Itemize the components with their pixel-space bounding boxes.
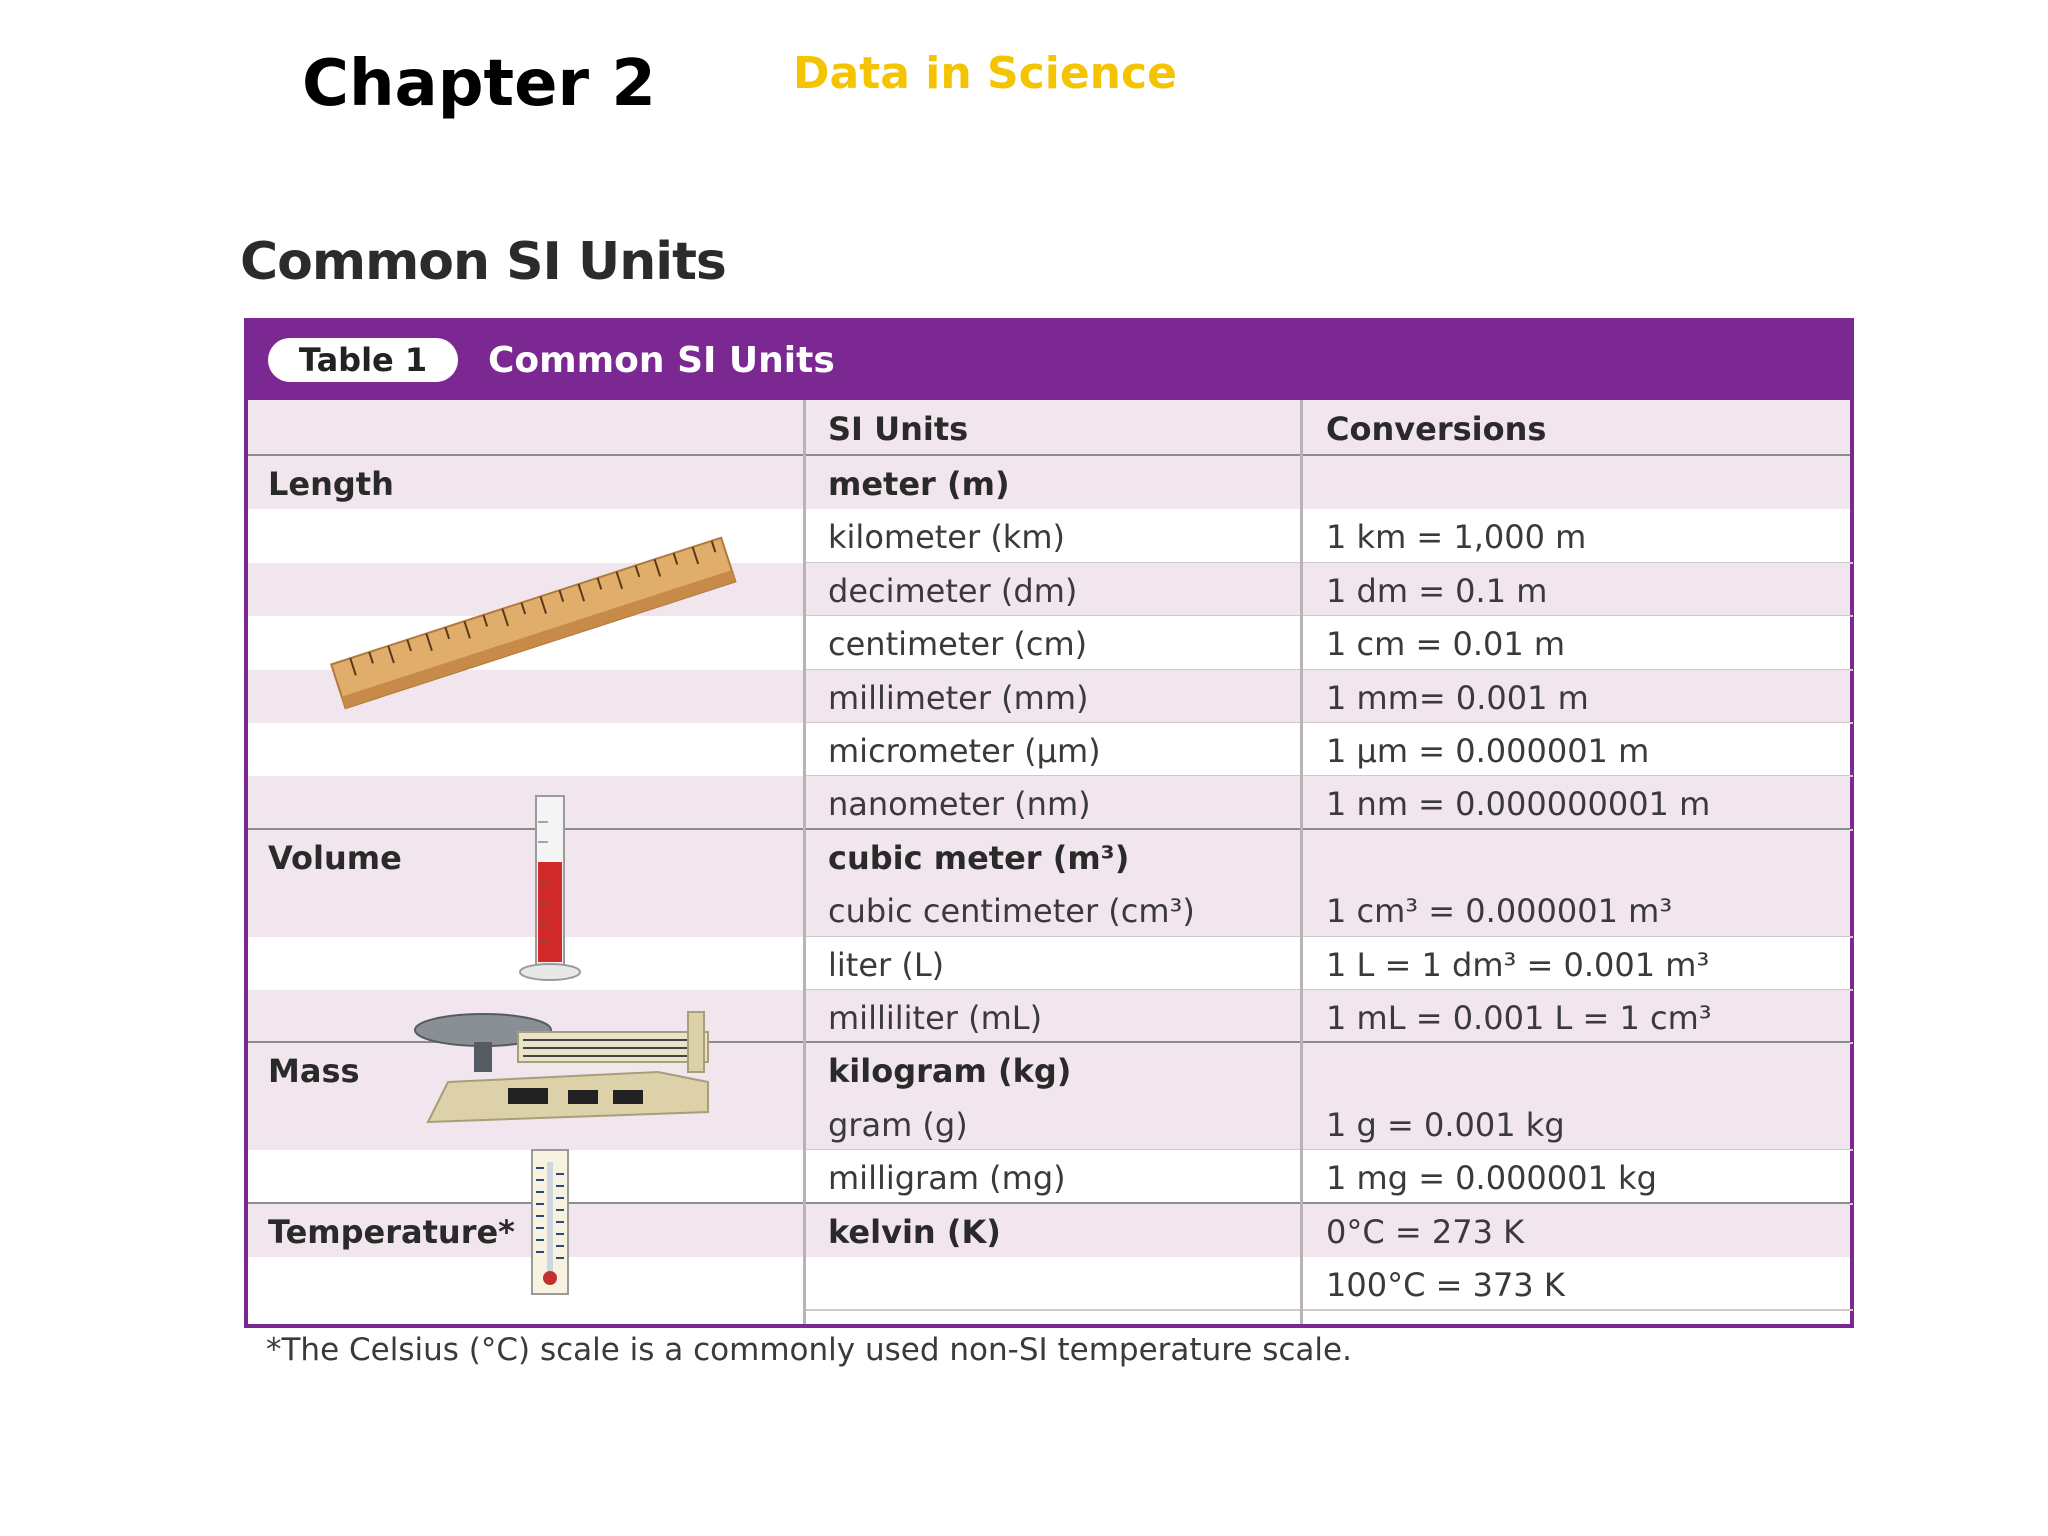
conversion: 0°C = 273 K <box>1326 1212 1525 1251</box>
column-divider-2 <box>1300 400 1303 1324</box>
si-unit: decimeter (dm) <box>828 571 1078 610</box>
row-divider <box>803 1309 1853 1311</box>
chapter-title: Chapter 2 <box>302 47 656 121</box>
conversion: 1 mm= 0.001 m <box>1326 678 1589 717</box>
graduated-cylinder-icon <box>510 792 590 992</box>
si-unit: milligram (mg) <box>828 1159 1066 1198</box>
table-row <box>248 1257 1850 1310</box>
si-unit: kilogram (kg) <box>828 1052 1072 1091</box>
si-unit: cubic centimeter (cm³) <box>828 892 1195 931</box>
si-unit: milliliter (mL) <box>828 999 1043 1037</box>
table-title: Common SI Units <box>488 340 835 381</box>
table-footnote: *The Celsius (°C) scale is a commonly used non-SI temperature scale. <box>266 1332 1352 1368</box>
thermometer-icon <box>528 1148 572 1298</box>
si-unit: meter (m) <box>828 465 1010 503</box>
si-unit: kilometer (km) <box>828 518 1065 557</box>
si-unit: kelvin (K) <box>828 1212 1001 1251</box>
table-row <box>248 456 1850 509</box>
si-unit: millimeter (mm) <box>828 678 1089 717</box>
ruler-icon <box>318 522 748 722</box>
category-label: Mass <box>268 1052 360 1091</box>
column-header: Conversions <box>1326 410 1547 448</box>
conversion: 100°C = 373 K <box>1326 1266 1565 1304</box>
si-unit: micrometer (µm) <box>828 732 1101 770</box>
column-divider-1 <box>803 400 806 1324</box>
conversion: 1 dm = 0.1 m <box>1326 571 1548 610</box>
conversion: 1 mL = 0.001 L = 1 cm³ <box>1326 999 1712 1037</box>
si-unit: cubic meter (m³) <box>828 838 1130 877</box>
conversion: 1 km = 1,000 m <box>1326 518 1587 557</box>
table-header-bar <box>248 322 1850 400</box>
si-unit: centimeter (cm) <box>828 625 1088 664</box>
category-label: Length <box>268 465 394 503</box>
conversion: 1 g = 0.001 kg <box>1326 1105 1565 1144</box>
section-title: Common SI Units <box>240 232 726 292</box>
table-badge: Table 1 <box>268 338 458 382</box>
category-label: Volume <box>268 838 402 877</box>
conversion: 1 L = 1 dm³ = 0.001 m³ <box>1326 945 1710 984</box>
si-unit: liter (L) <box>828 945 945 984</box>
conversion: 1 mg = 0.000001 kg <box>1326 1159 1657 1198</box>
triple-beam-balance-icon <box>408 1002 738 1132</box>
si-unit: gram (g) <box>828 1105 968 1144</box>
conversion: 1 µm = 0.000001 m <box>1326 732 1650 770</box>
conversion: 1 cm³ = 0.000001 m³ <box>1326 892 1673 931</box>
column-header-row <box>248 400 1850 456</box>
category-label: Temperature* <box>268 1212 515 1251</box>
conversion: 1 cm = 0.01 m <box>1326 625 1566 664</box>
si-units-table <box>244 318 1854 1328</box>
chapter-subtitle: Data in Science <box>793 48 1177 99</box>
column-header: SI Units <box>828 410 969 448</box>
si-unit: nanometer (nm) <box>828 785 1091 824</box>
conversion: 1 nm = 0.000000001 m <box>1326 785 1711 824</box>
